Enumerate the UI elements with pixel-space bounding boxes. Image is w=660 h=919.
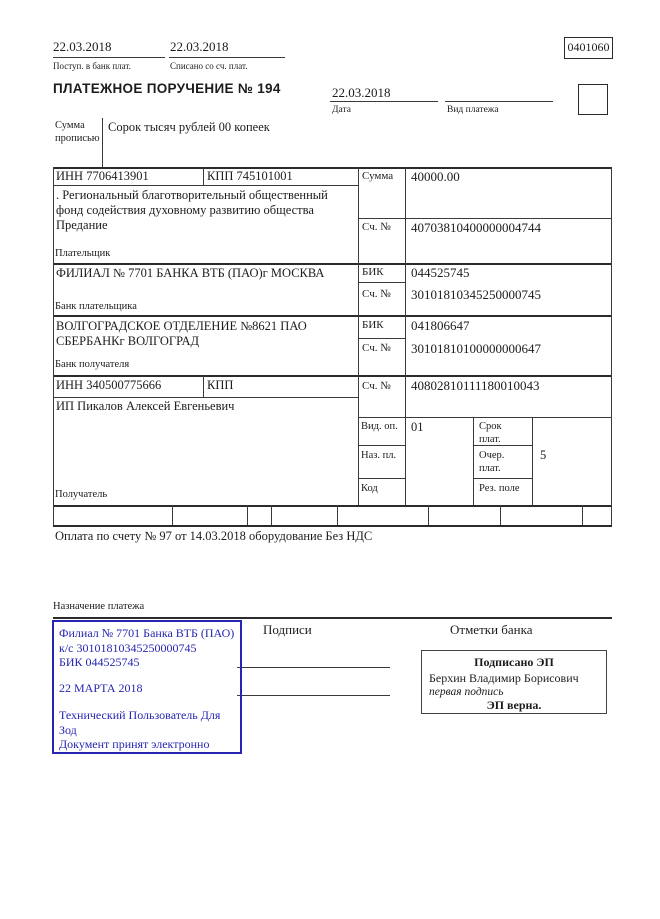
code-label: Код bbox=[361, 483, 378, 494]
border-line bbox=[203, 375, 204, 397]
border-line bbox=[473, 478, 532, 479]
payee-kpp: КПП bbox=[207, 378, 234, 392]
signature-line bbox=[237, 695, 390, 696]
payment-type-label: Вид платежа bbox=[447, 105, 499, 115]
underline bbox=[330, 101, 438, 102]
payee-name: ИП Пикалов Алексей Евгеньевич bbox=[56, 399, 235, 413]
esign-type: первая подпись bbox=[429, 686, 504, 698]
border-line bbox=[172, 505, 173, 525]
payee-label: Получатель bbox=[55, 489, 108, 500]
signatures-label: Подписи bbox=[263, 622, 312, 637]
payee-bank-bik: 041806647 bbox=[411, 318, 470, 333]
border-line bbox=[611, 167, 612, 525]
payer-kpp: КПП 745101001 bbox=[207, 169, 293, 183]
priority-label: Очер. плат. bbox=[479, 450, 505, 474]
border-line bbox=[53, 617, 612, 619]
payer-bank-name: ФИЛИАЛ № 7701 БАНКА ВТБ (ПАО)г МОСКВА bbox=[56, 266, 325, 280]
date-debited-account: 22.03.2018 bbox=[170, 39, 229, 54]
border-line bbox=[102, 118, 103, 167]
border-line bbox=[500, 505, 501, 525]
date-received-bank: 22.03.2018 bbox=[53, 39, 112, 54]
border-line bbox=[53, 185, 358, 186]
border-line bbox=[53, 315, 612, 317]
amount-in-words: Сорок тысяч рублей 00 копеек bbox=[108, 120, 270, 134]
underline bbox=[169, 57, 285, 58]
purpose-code-label: Наз. пл. bbox=[361, 450, 397, 461]
payee-bank-bik-label: БИК bbox=[362, 319, 384, 331]
esign-verified: ЭП верна. bbox=[486, 698, 542, 712]
date-debited-label: Списано со сч. плат. bbox=[170, 61, 248, 71]
form-code-box: 0401060 bbox=[564, 37, 613, 59]
payer-bank-account: 30101810345250000745 bbox=[411, 287, 541, 302]
stamp-bik: БИК 044525745 bbox=[59, 655, 140, 669]
border-line bbox=[53, 263, 612, 265]
border-line bbox=[53, 397, 358, 398]
border-line bbox=[247, 505, 248, 525]
payer-name: . Региональный благотворительный общественный фонд содействия духовному развитию общества Предание bbox=[56, 188, 328, 232]
border-line bbox=[203, 167, 204, 185]
document-date-label: Дата bbox=[332, 105, 351, 115]
border-line bbox=[358, 445, 405, 446]
border-line bbox=[473, 417, 474, 505]
border-line bbox=[53, 167, 54, 525]
esign-title: Подписано ЭП bbox=[474, 655, 554, 669]
payee-bank-account: 30101810100000000647 bbox=[411, 341, 541, 356]
border-line bbox=[358, 338, 405, 339]
priority-value: 5 bbox=[540, 448, 547, 462]
border-line bbox=[358, 478, 405, 479]
payer-bank-bik-label: БИК bbox=[362, 266, 384, 278]
payer-account-label: Сч. № bbox=[362, 221, 391, 233]
document-title: ПЛАТЕЖНОЕ ПОРУЧЕНИЕ № 194 bbox=[53, 81, 281, 96]
bank-stamp bbox=[52, 620, 242, 754]
pay-term-label: Срок плат. bbox=[479, 421, 502, 445]
payment-type-box bbox=[578, 84, 608, 115]
border-line bbox=[405, 167, 406, 505]
border-line bbox=[53, 525, 612, 527]
stamp-date: 22 МАРТА 2018 bbox=[59, 680, 143, 695]
payer-bank-label: Банк плательщика bbox=[55, 301, 137, 312]
sum-label: Сумма bbox=[362, 170, 394, 182]
payer-bank-bik: 044525745 bbox=[411, 265, 470, 280]
border-line bbox=[53, 505, 612, 507]
payment-purpose-text: Оплата по счету № 97 от 14.03.2018 оборудование Без НДС bbox=[55, 529, 373, 543]
border-line bbox=[532, 417, 533, 505]
payee-inn: ИНН 340500775666 bbox=[56, 378, 162, 392]
border-line bbox=[428, 505, 429, 525]
payee-bank-account-label: Сч. № bbox=[362, 342, 391, 354]
border-line bbox=[337, 505, 338, 525]
op-type-value: 01 bbox=[411, 420, 424, 434]
payee-account-label: Сч. № bbox=[362, 380, 391, 392]
bank-marks-label: Отметки банка bbox=[450, 622, 533, 637]
esign-name: Берхин Владимир Борисович bbox=[429, 671, 579, 685]
underline bbox=[53, 57, 165, 58]
sum-value: 40000.00 bbox=[411, 169, 460, 184]
underline bbox=[445, 101, 553, 102]
border-line bbox=[271, 505, 272, 525]
stamp-user: Технический Пользователь Для Зод bbox=[59, 708, 221, 737]
esignature-box bbox=[421, 650, 607, 714]
amount-in-words-label: Сумма прописью bbox=[55, 120, 100, 144]
stamp-corr-account: к/с 30101810345250000745 bbox=[59, 640, 197, 655]
border-line bbox=[358, 417, 612, 418]
date-received-label: Поступ. в банк плат. bbox=[53, 61, 131, 71]
payee-account: 40802810111180010043 bbox=[411, 378, 540, 393]
border-line bbox=[582, 505, 583, 525]
op-type-label: Вид. оп. bbox=[361, 421, 398, 432]
payment-purpose-label: Назначение платежа bbox=[53, 601, 145, 612]
payee-bank-name: ВОЛГОГРАДСКОЕ ОТДЕЛЕНИЕ №8621 ПАО СБЕРБАНКг ВОЛГОГРАД bbox=[56, 319, 307, 348]
border-line bbox=[358, 167, 359, 505]
stamp-accepted: Документ принят электронно bbox=[59, 737, 210, 751]
stamp-bank-name: Филиал № 7701 Банка ВТБ (ПАО) bbox=[59, 626, 235, 640]
border-line bbox=[358, 218, 612, 219]
payer-label: Плательщик bbox=[55, 248, 111, 259]
payee-bank-label: Банк получателя bbox=[55, 359, 130, 370]
document-date: 22.03.2018 bbox=[332, 85, 391, 100]
border-line bbox=[358, 282, 405, 283]
payer-inn: ИНН 7706413901 bbox=[56, 169, 149, 183]
reserve-field-label: Рез. поле bbox=[479, 483, 520, 494]
payer-bank-account-label: Сч. № bbox=[362, 288, 391, 300]
border-line bbox=[53, 375, 612, 377]
payer-account: 40703810400000004744 bbox=[411, 220, 541, 235]
signature-line bbox=[237, 667, 390, 668]
